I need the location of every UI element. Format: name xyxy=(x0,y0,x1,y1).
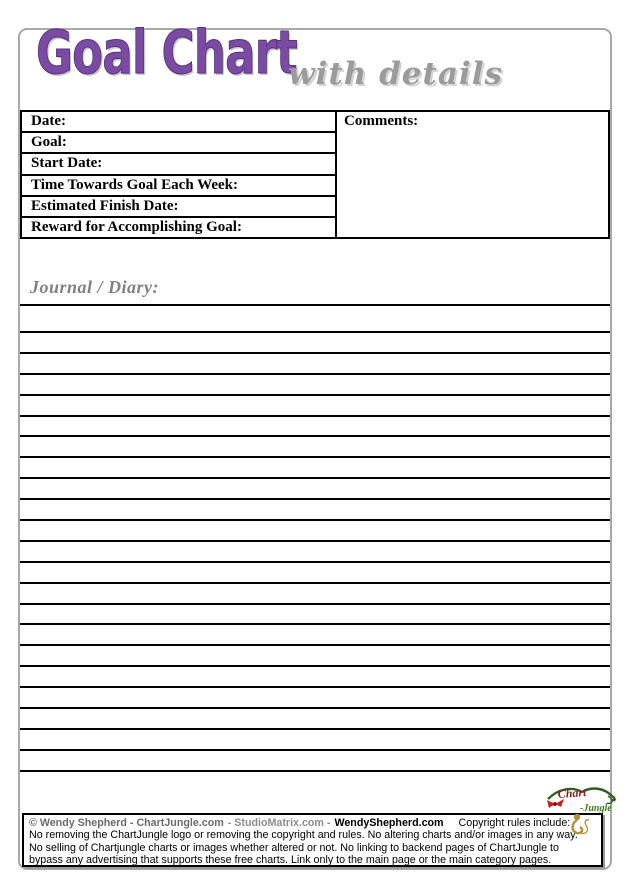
copyright-line-1 xyxy=(29,817,596,829)
copyright-site: WendyShepherd.com xyxy=(334,817,444,829)
journal-writing-line xyxy=(20,435,610,437)
copyright-box xyxy=(22,813,603,867)
detail-row xyxy=(22,176,335,197)
journal-writing-line xyxy=(20,477,610,479)
journal-writing-line xyxy=(20,456,610,458)
detail-row xyxy=(22,197,335,218)
detail-row-label: Start Date: xyxy=(31,155,103,172)
page-title: Goal Chart xyxy=(36,18,297,88)
goal-details-table xyxy=(20,110,610,239)
detail-row-label: Date: xyxy=(31,113,66,130)
comments-label: Comments: xyxy=(344,113,419,129)
journal-writing-line xyxy=(20,373,610,375)
logo-word-jungle: -Jungle xyxy=(580,803,612,814)
detail-row-label: Time Towards Goal Each Week: xyxy=(31,176,238,193)
detail-row-label: Estimated Finish Date: xyxy=(31,197,179,214)
journal-writing-line xyxy=(20,331,610,333)
journal-writing-line xyxy=(20,644,610,646)
journal-writing-line xyxy=(20,304,610,306)
logo-word-chart: Chart xyxy=(557,785,587,801)
detail-row xyxy=(22,218,335,237)
chartjungle-logo xyxy=(544,783,620,843)
copyright-line-3: No selling of Chartjungle charts or images whether altered or not. No linking to backend pages of ChartJungle to xyxy=(29,841,559,854)
comments-cell xyxy=(337,112,608,237)
copyright-line-4: bypass any advertising that supports these free charts. Link only to the main page or the main category pages. xyxy=(29,853,552,866)
journal-writing-line xyxy=(20,415,610,417)
copyright-studio: - StudioMatrix.com - xyxy=(227,817,331,829)
copyright-line-2: No removing the ChartJungle logo or removing the copyright and rules. No altering charts and/or images in any way. xyxy=(29,829,578,842)
journal-writing-line xyxy=(20,498,610,500)
journal-writing-line xyxy=(20,728,610,730)
journal-writing-line xyxy=(20,623,610,625)
journal-writing-line xyxy=(20,603,610,605)
journal-heading: Journal / Diary: xyxy=(30,277,160,297)
detail-row xyxy=(22,112,335,133)
journal-writing-line xyxy=(20,561,610,563)
monkey-icon xyxy=(573,814,590,834)
journal-lines xyxy=(20,304,610,772)
detail-row xyxy=(22,154,335,175)
copyright-rules-intro: Copyright rules include: xyxy=(458,817,571,829)
journal-writing-line xyxy=(20,749,610,751)
copyright-author: © Wendy Shepherd - ChartJungle.com xyxy=(29,817,224,829)
page-subtitle: with details xyxy=(288,56,503,92)
journal-writing-line xyxy=(20,665,610,667)
journal-writing-line xyxy=(20,394,610,396)
journal-writing-line xyxy=(20,582,610,584)
detail-row-label: Goal: xyxy=(31,134,67,151)
printable-page xyxy=(18,18,612,870)
journal-writing-line xyxy=(20,352,610,354)
detail-row xyxy=(22,133,335,154)
journal-writing-line xyxy=(20,770,610,772)
bow-knot xyxy=(553,802,557,806)
journal-writing-line xyxy=(20,540,610,542)
details-rows xyxy=(22,112,337,237)
journal-writing-line xyxy=(20,686,610,688)
journal-writing-line xyxy=(20,519,610,521)
detail-row-label: Reward for Accomplishing Goal: xyxy=(31,218,242,235)
journal-writing-line xyxy=(20,707,610,709)
